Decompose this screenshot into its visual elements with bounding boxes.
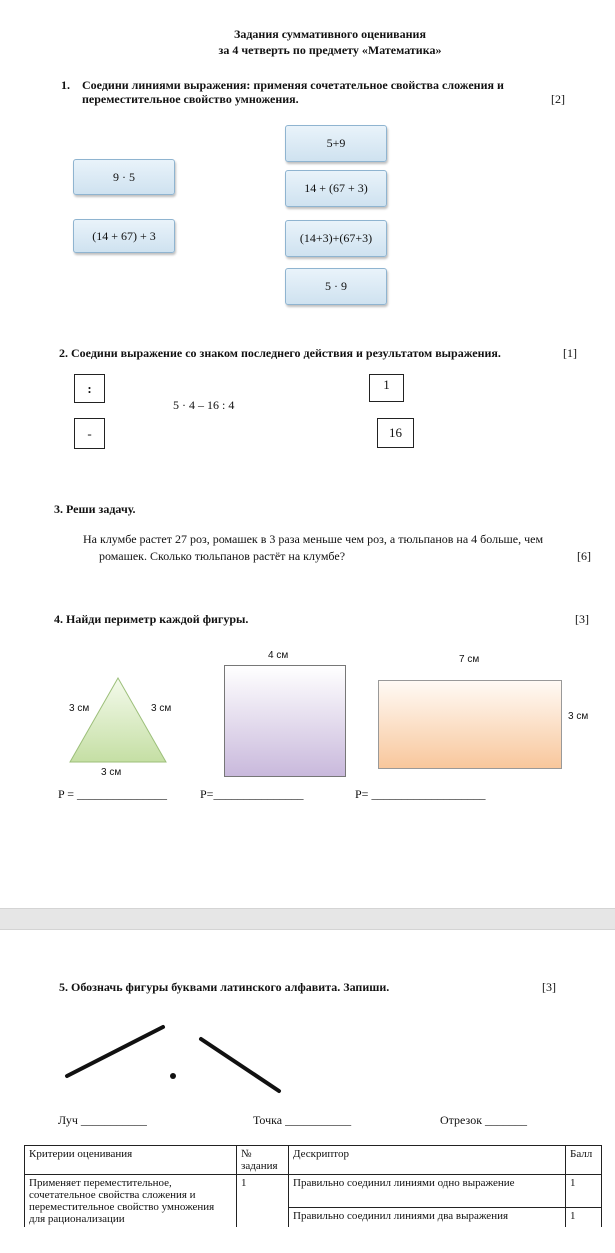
geometry-figures [55, 1015, 305, 1100]
table-row [25, 1175, 602, 1208]
header-criteria: Критерии оценивания [25, 1146, 237, 1175]
task1-text-line1: Соедини линиями выражения: применяя сочетательное свойства сложения и [82, 78, 504, 92]
segment-line [201, 1039, 279, 1091]
header-descriptor: Дескриптор [289, 1146, 566, 1175]
label-segment[interactable]: Отрезок _______ [440, 1113, 528, 1127]
page-title: Задания суммативного оценивания [234, 27, 426, 41]
perimeter-answer-square[interactable]: P=_______________ [200, 787, 304, 801]
task3-line1: На клумбе растет 27 роз, ромашек в 3 раза меньше чем роз, а тюльпанов на 4 больше, чем [83, 532, 544, 546]
header-score: Балл [566, 1146, 602, 1175]
triangle-bottom-label: 3 см [101, 767, 122, 778]
task1-number: 1. [61, 78, 70, 92]
expr-right-1[interactable]: 5+9 [285, 125, 387, 162]
point-dot [170, 1073, 176, 1079]
task4-score: [3] [575, 612, 589, 626]
expr-left-2[interactable]: (14 + 67) + 3 [73, 219, 175, 253]
page-bottom-mask [0, 1227, 615, 1253]
criteria-table [24, 1145, 602, 1228]
square-top-label: 4 см [268, 650, 289, 661]
expr-right-3[interactable]: (14+3)+(67+3) [285, 220, 387, 257]
expr-right-4[interactable]: 5 · 9 [285, 268, 387, 305]
task2-text: 2. Соедини выражение со знаком последнего действия и результатом выражения. [59, 346, 501, 360]
expr-right-2[interactable]: 14 + (67 + 3) [285, 170, 387, 207]
label-point[interactable]: Точка ___________ [253, 1113, 352, 1127]
triangle-figure [68, 676, 168, 766]
expr-left-1[interactable]: 9 · 5 [73, 159, 175, 195]
perimeter-answer-triangle[interactable]: P = _______________ [58, 787, 167, 801]
task1-text-line2: переместительное свойство умножения. [82, 92, 299, 106]
task4-title: 4. Найди периметр каждой фигуры. [54, 612, 249, 626]
triangle-left-label: 3 см [69, 703, 90, 714]
sign-box-minus[interactable]: - [74, 418, 105, 449]
perimeter-answer-rect[interactable]: P= ___________________ [355, 787, 486, 801]
criterion-cell: Применяет переместительное, сочетательное свойства сложения и переместительное свойство умножения для рационализации [25, 1175, 237, 1228]
task3-title: 3. Реши задачу. [54, 502, 136, 516]
page-break [0, 908, 615, 930]
result-box-16[interactable]: 16 [377, 418, 414, 448]
task3-line2: ромашек. Сколько тюльпанов растёт на клумбе? [99, 549, 346, 563]
score-cell-1: 1 [566, 1175, 602, 1208]
task-number-cell: 1 [237, 1175, 289, 1228]
rect-right-label: 3 см [568, 711, 589, 722]
page-subtitle: за 4 четверть по предмету «Математика» [218, 43, 442, 57]
task2-score: [1] [563, 346, 577, 360]
task3-score: [6] [577, 549, 591, 563]
descriptor-cell-2: Правильно соединил линиями два выражения [289, 1208, 566, 1228]
result-box-1[interactable]: 1 [369, 374, 404, 402]
rect-figure [378, 680, 562, 769]
score-cell-2: 1 [566, 1208, 602, 1228]
ray-line [67, 1027, 163, 1076]
table-header-row [25, 1146, 602, 1175]
sign-box-divide[interactable]: : [74, 374, 105, 403]
rect-top-label: 7 см [459, 654, 480, 665]
header-task-number: № задания [237, 1146, 289, 1175]
descriptor-cell-1: Правильно соединил линиями одно выражение [289, 1175, 566, 1208]
task5-title: 5. Обозначь фигуры буквами латинского алфавита. Запиши. [59, 980, 390, 994]
square-figure [224, 665, 346, 777]
task2-expression: 5 · 4 – 16 : 4 [173, 398, 235, 412]
task5-score: [3] [542, 980, 556, 994]
label-ray[interactable]: Луч ___________ [58, 1113, 147, 1127]
task1-score: [2] [551, 92, 565, 106]
triangle-right-label: 3 см [151, 703, 172, 714]
